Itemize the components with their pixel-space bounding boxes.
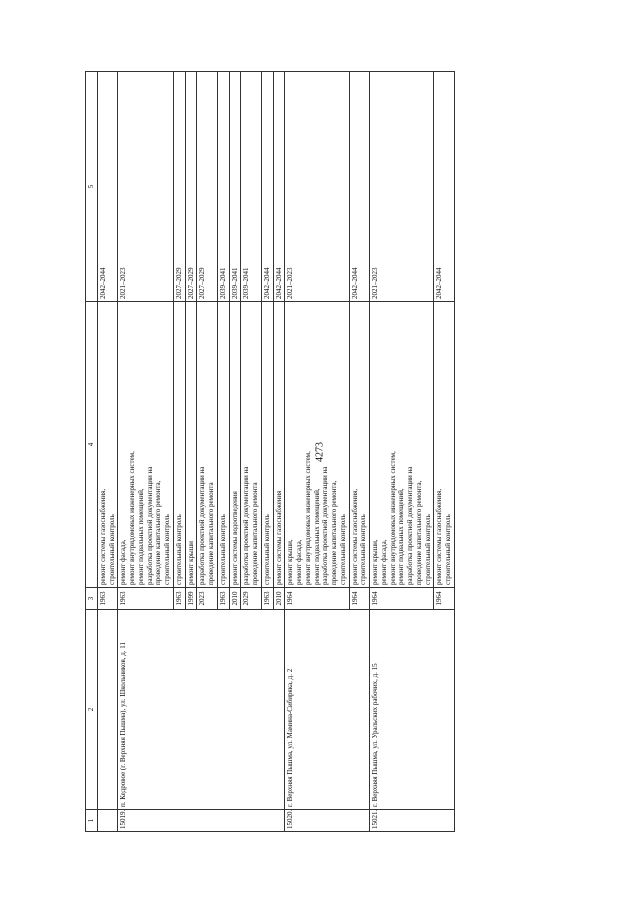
year-cell: 1964 — [370, 588, 434, 610]
period-cell: 2027–2029 — [173, 72, 185, 302]
year-cell: 2010 — [229, 588, 241, 610]
header-cell: 5 — [86, 72, 98, 302]
header-cell: 2 — [86, 610, 98, 810]
table-row — [97, 72, 118, 832]
item-number: 15021. — [370, 810, 455, 832]
year-cell: 2010 — [273, 588, 285, 610]
header-cell: 4 — [86, 302, 98, 588]
period-cell: 2039–2041 — [241, 72, 262, 302]
period-cell: 2027–2029 — [185, 72, 197, 302]
header-cell: 3 — [86, 588, 98, 610]
work-cell: ремонт системы газоснабжения, строительный контроль — [434, 302, 455, 588]
address-cell: п. Кедровое (г. Верхняя Пышма), ул. Школьников, д. 11 — [118, 610, 285, 810]
period-cell: 2027–2029 — [197, 72, 218, 302]
table-row — [370, 72, 434, 832]
work-cell: строительный контроль — [261, 302, 273, 588]
page-number: 4273 — [314, 442, 326, 462]
rotated-table-wrapper — [85, 72, 555, 832]
period-cell: 2021–2023 — [285, 72, 349, 302]
year-cell: 1963 — [173, 588, 185, 610]
work-cell: ремонт системы газоснабжения, строительный контроль — [97, 302, 118, 588]
work-cell: ремонт системы газоснабжения — [273, 302, 285, 588]
year-cell: 1963 — [217, 588, 229, 610]
period-cell: 2042–2044 — [261, 72, 273, 302]
work-cell: ремонт крыши — [185, 302, 197, 588]
period-cell: 2042–2044 — [273, 72, 285, 302]
period-cell: 2042–2044 — [97, 72, 118, 302]
work-cell: строительный контроль — [173, 302, 185, 588]
work-cell: ремонт системы газоснабжения, строительный контроль — [349, 302, 370, 588]
table-row — [118, 72, 174, 832]
work-cell: ремонт крыши, ремонт фасада, ремонт внутридомовых инженерных систем, ремонт подвальных помещений, разработка проектной документации на проведение капитального ремонта, строительный контроль — [370, 302, 434, 588]
work-cell: ремонт системы водоотведения — [229, 302, 241, 588]
year-cell: 1964 — [349, 588, 370, 610]
header-cell: 1 — [86, 810, 98, 832]
year-cell: 2023 — [197, 588, 218, 610]
year-cell: 1964 — [434, 588, 455, 610]
repair-schedule-table — [85, 71, 455, 832]
year-cell: 1999 — [185, 588, 197, 610]
year-cell: 1963 — [97, 588, 118, 610]
period-cell: 2039–2041 — [229, 72, 241, 302]
period-cell: 2021–2023 — [370, 72, 434, 302]
year-cell: 1963 — [261, 588, 273, 610]
period-cell: 2042–2044 — [349, 72, 370, 302]
year-cell: 1964 — [285, 588, 349, 610]
item-number: 15019. — [118, 810, 285, 832]
period-cell: 2042–2044 — [434, 72, 455, 302]
work-cell: ремонт крыши, ремонт фасада, ремонт внутридомовых инженерных систем, ремонт подвальных помещений, разработка проектной документации на проведение капитального ремонта, строительный контроль — [285, 302, 349, 588]
year-cell: 1963 — [118, 588, 174, 610]
address-cell: г. Верхняя Пышма, ул. Уральских рабочих, д. 15 — [370, 610, 455, 810]
year-cell: 2029 — [241, 588, 262, 610]
period-cell: 2021–2023 — [118, 72, 174, 302]
work-cell: ремонт фасада, ремонт внутридомовых инженерных систем, ремонт подвальных помещений, разработка проектной документации на проведение капитального ремонта, строительный контроль — [118, 302, 174, 588]
work-cell: строительный контроль — [217, 302, 229, 588]
table-row — [285, 72, 349, 832]
address-cell: г. Верхняя Пышма, ул. Мамина-Сибиряка, д. 2 — [285, 610, 370, 810]
period-cell: 2039–2041 — [217, 72, 229, 302]
item-number: 15020. — [285, 810, 370, 832]
header-row — [86, 72, 98, 832]
work-cell: разработка проектной документации на проведение капитального ремонта — [241, 302, 262, 588]
work-cell: разработка проектной документации на проведение капитального ремонта — [197, 302, 218, 588]
